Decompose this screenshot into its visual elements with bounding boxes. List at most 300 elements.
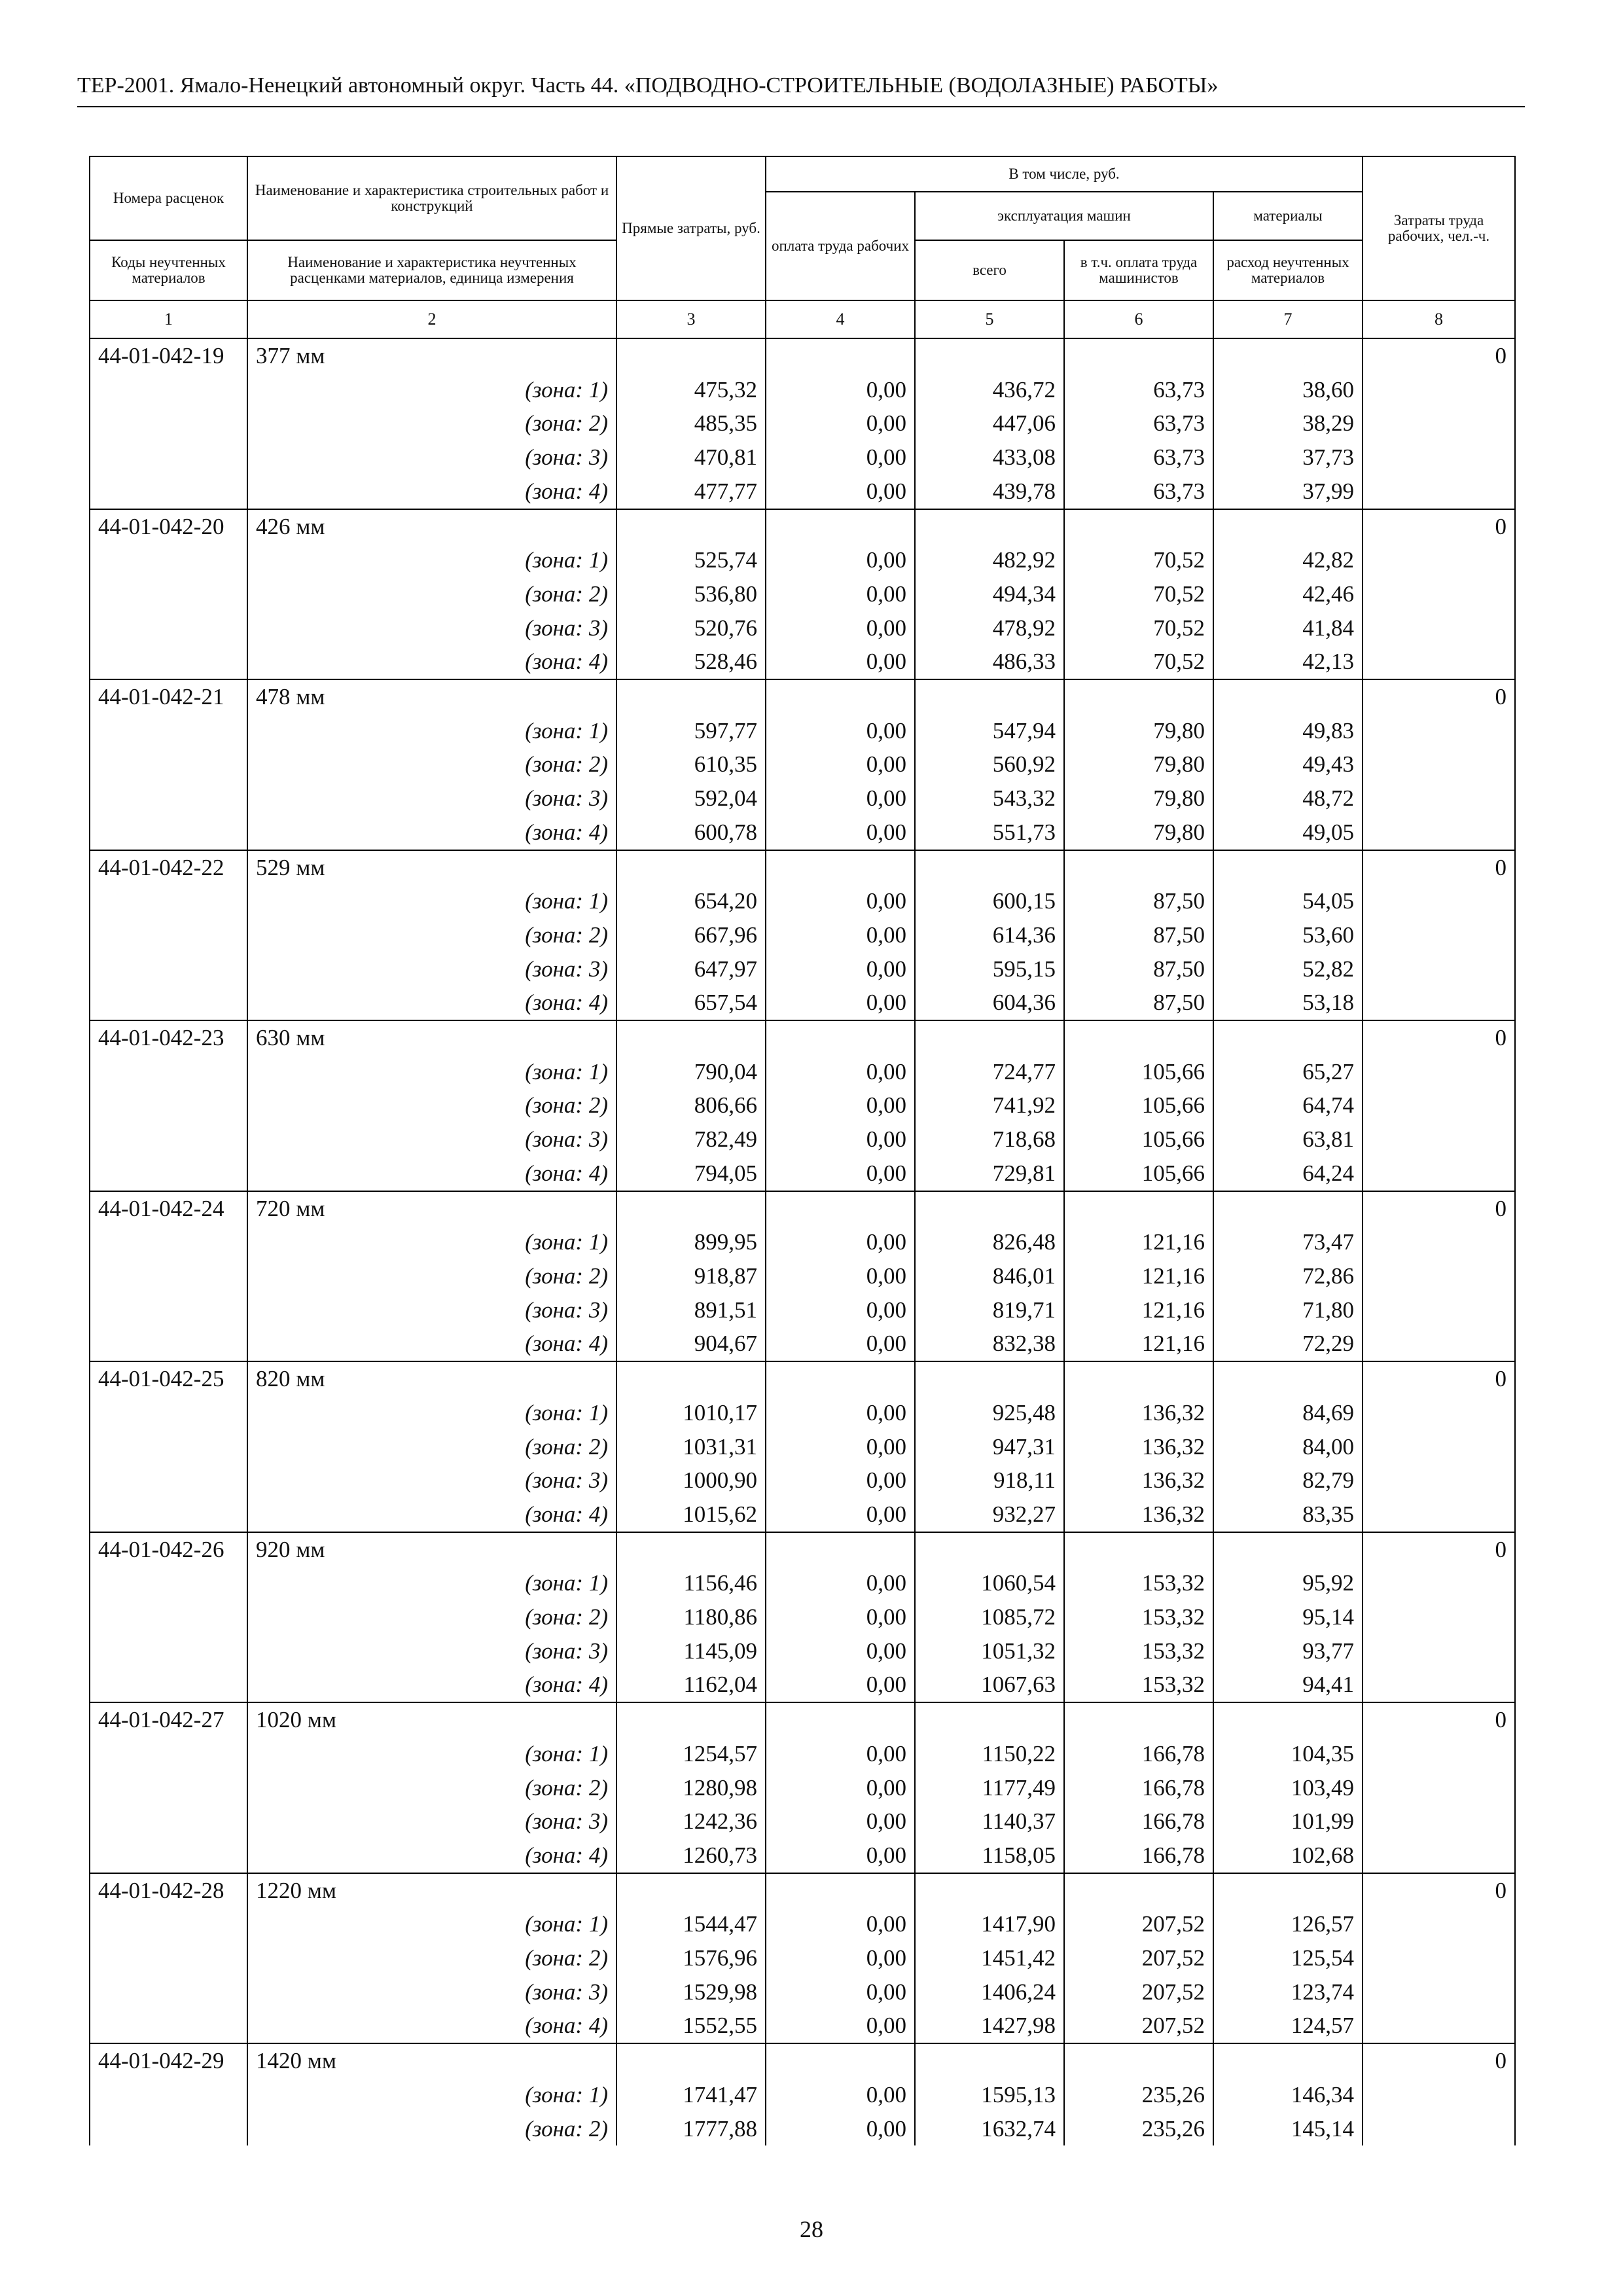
operator-wages: 153,32	[1064, 1634, 1213, 1668]
empty-cell	[90, 1225, 247, 1259]
empty-cell	[1213, 1020, 1363, 1055]
zone-label: (зона: 2)	[247, 1600, 616, 1634]
operator-wages: 79,80	[1064, 781, 1213, 816]
worker-wages: 0,00	[766, 1566, 915, 1600]
zone-label: (зона: 1)	[247, 1566, 616, 1600]
empty-cell	[90, 714, 247, 748]
operator-wages: 70,52	[1064, 543, 1213, 577]
zone-label: (зона: 3)	[247, 1634, 616, 1668]
empty-cell	[90, 645, 247, 679]
direct-costs: 1145,09	[616, 1634, 766, 1668]
empty-cell	[766, 509, 915, 544]
zone-row	[90, 1737, 1515, 1771]
direct-costs: 475,32	[616, 373, 766, 407]
material-costs: 49,05	[1213, 816, 1363, 850]
empty-cell	[915, 1361, 1064, 1396]
worker-wages: 0,00	[766, 645, 915, 679]
operator-wages: 70,52	[1064, 645, 1213, 679]
operator-wages: 79,80	[1064, 747, 1213, 781]
empty-cell	[1064, 1532, 1213, 1567]
zone-row	[90, 986, 1515, 1020]
material-costs: 37,99	[1213, 475, 1363, 509]
empty-cell	[1213, 850, 1363, 885]
zone-row	[90, 884, 1515, 918]
empty-cell	[90, 2112, 247, 2146]
empty-cell	[1363, 2112, 1515, 2146]
pipe-diameter: 426 мм	[247, 509, 616, 544]
material-costs: 49,83	[1213, 714, 1363, 748]
empty-cell	[90, 1668, 247, 1702]
empty-cell	[1363, 1327, 1515, 1361]
empty-cell	[1064, 679, 1213, 714]
column-numbers-row	[90, 300, 1515, 338]
empty-cell	[1363, 781, 1515, 816]
empty-cell	[616, 679, 766, 714]
empty-cell	[1363, 1293, 1515, 1327]
operator-wages: 63,73	[1064, 440, 1213, 475]
empty-cell	[1363, 1396, 1515, 1430]
zone-label: (зона: 1)	[247, 543, 616, 577]
machine-costs: 741,92	[915, 1088, 1064, 1122]
zone-row	[90, 475, 1515, 509]
zone-row	[90, 1600, 1515, 1634]
operator-wages: 207,52	[1064, 1907, 1213, 1941]
empty-cell	[1064, 1020, 1213, 1055]
direct-costs: 1552,55	[616, 2009, 766, 2043]
empty-cell	[915, 1020, 1064, 1055]
worker-wages: 0,00	[766, 1907, 915, 1941]
zone-label: (зона: 4)	[247, 645, 616, 679]
zone-row	[90, 1327, 1515, 1361]
pipe-diameter: 1420 мм	[247, 2043, 616, 2078]
worker-wages: 0,00	[766, 543, 915, 577]
machine-costs: 433,08	[915, 440, 1064, 475]
operator-wages: 63,73	[1064, 373, 1213, 407]
rate-row	[90, 1873, 1515, 1908]
direct-costs: 782,49	[616, 1122, 766, 1157]
empty-cell	[90, 1804, 247, 1839]
zone-label: (зона: 3)	[247, 440, 616, 475]
pipe-diameter: 529 мм	[247, 850, 616, 885]
direct-costs: 597,77	[616, 714, 766, 748]
zone-row	[90, 1463, 1515, 1498]
worker-wages: 0,00	[766, 1668, 915, 1702]
empty-cell	[1064, 1702, 1213, 1737]
labor-cost: 0	[1363, 679, 1515, 714]
empty-cell	[1064, 1361, 1213, 1396]
empty-cell	[1213, 509, 1363, 544]
empty-cell	[90, 952, 247, 986]
empty-cell	[616, 1020, 766, 1055]
machine-costs: 486,33	[915, 645, 1064, 679]
zone-row	[90, 1975, 1515, 2009]
zone-row	[90, 747, 1515, 781]
zone-row	[90, 1498, 1515, 1532]
direct-costs: 891,51	[616, 1293, 766, 1327]
material-costs: 54,05	[1213, 884, 1363, 918]
operator-wages: 235,26	[1064, 2078, 1213, 2112]
empty-cell	[90, 1566, 247, 1600]
column-number: 7	[1213, 300, 1363, 338]
direct-costs: 899,95	[616, 1225, 766, 1259]
zone-row	[90, 816, 1515, 850]
direct-costs: 918,87	[616, 1259, 766, 1293]
empty-cell	[90, 2009, 247, 2043]
empty-cell	[1363, 952, 1515, 986]
zone-label: (зона: 4)	[247, 1668, 616, 1702]
worker-wages: 0,00	[766, 918, 915, 952]
rate-row	[90, 679, 1515, 714]
empty-cell	[616, 509, 766, 544]
operator-wages: 166,78	[1064, 1771, 1213, 1805]
zone-label: (зона: 2)	[247, 406, 616, 440]
worker-wages: 0,00	[766, 1941, 915, 1975]
operator-wages: 63,73	[1064, 475, 1213, 509]
material-costs: 63,81	[1213, 1122, 1363, 1157]
material-costs: 84,00	[1213, 1430, 1363, 1464]
machine-costs: 729,81	[915, 1157, 1064, 1191]
machine-costs: 1632,74	[915, 2112, 1064, 2146]
rate-code: 44-01-042-23	[90, 1020, 247, 1055]
material-costs: 71,80	[1213, 1293, 1363, 1327]
operator-wages: 63,73	[1064, 406, 1213, 440]
material-costs: 64,24	[1213, 1157, 1363, 1191]
empty-cell	[90, 1396, 247, 1430]
zone-label: (зона: 3)	[247, 611, 616, 645]
material-costs: 126,57	[1213, 1907, 1363, 1941]
material-costs: 84,69	[1213, 1396, 1363, 1430]
empty-cell	[90, 781, 247, 816]
operator-wages: 105,66	[1064, 1122, 1213, 1157]
empty-cell	[90, 1634, 247, 1668]
machine-costs: 595,15	[915, 952, 1064, 986]
labor-cost: 0	[1363, 338, 1515, 373]
column-number: 4	[766, 300, 915, 338]
empty-cell	[1363, 373, 1515, 407]
zone-label: (зона: 3)	[247, 781, 616, 816]
direct-costs: 1242,36	[616, 1804, 766, 1839]
zone-label: (зона: 2)	[247, 1259, 616, 1293]
zone-row	[90, 1259, 1515, 1293]
material-costs: 65,27	[1213, 1055, 1363, 1089]
empty-cell	[766, 850, 915, 885]
machine-costs: 547,94	[915, 714, 1064, 748]
zone-label: (зона: 2)	[247, 577, 616, 611]
empty-cell	[90, 1463, 247, 1498]
empty-cell	[90, 543, 247, 577]
machine-costs: 819,71	[915, 1293, 1064, 1327]
empty-cell	[1363, 475, 1515, 509]
empty-cell	[766, 2043, 915, 2078]
worker-wages: 0,00	[766, 1259, 915, 1293]
empty-cell	[616, 1361, 766, 1396]
machine-costs: 947,31	[915, 1430, 1064, 1464]
empty-cell	[1213, 1532, 1363, 1567]
operator-wages: 136,32	[1064, 1396, 1213, 1430]
empty-cell	[915, 1191, 1064, 1226]
empty-cell	[1363, 1771, 1515, 1805]
empty-cell	[90, 1600, 247, 1634]
worker-wages: 0,00	[766, 1157, 915, 1191]
zone-row	[90, 440, 1515, 475]
worker-wages: 0,00	[766, 884, 915, 918]
zone-label: (зона: 2)	[247, 2112, 616, 2146]
empty-cell	[1363, 1463, 1515, 1498]
direct-costs: 904,67	[616, 1327, 766, 1361]
worker-wages: 0,00	[766, 1430, 915, 1464]
worker-wages: 0,00	[766, 714, 915, 748]
header-worker-wages: оплата труда рабочих	[766, 192, 915, 300]
zone-label: (зона: 4)	[247, 1327, 616, 1361]
empty-cell	[616, 338, 766, 373]
material-costs: 37,73	[1213, 440, 1363, 475]
zone-label: (зона: 1)	[247, 714, 616, 748]
worker-wages: 0,00	[766, 1634, 915, 1668]
worker-wages: 0,00	[766, 1396, 915, 1430]
labor-cost: 0	[1363, 1532, 1515, 1567]
zone-row	[90, 1430, 1515, 1464]
zone-label: (зона: 4)	[247, 986, 616, 1020]
zone-label: (зона: 4)	[247, 1839, 616, 1873]
empty-cell	[90, 577, 247, 611]
machine-costs: 447,06	[915, 406, 1064, 440]
worker-wages: 0,00	[766, 1293, 915, 1327]
direct-costs: 485,35	[616, 406, 766, 440]
empty-cell	[90, 1088, 247, 1122]
empty-cell	[1363, 440, 1515, 475]
empty-cell	[90, 1839, 247, 1873]
empty-cell	[1363, 1157, 1515, 1191]
machine-costs: 1085,72	[915, 1600, 1064, 1634]
header-rate-numbers: Номера расценок	[90, 156, 247, 240]
zone-row	[90, 1668, 1515, 1702]
direct-costs: 520,76	[616, 611, 766, 645]
empty-cell	[90, 1498, 247, 1532]
table-header	[90, 156, 1515, 338]
empty-cell	[1363, 1055, 1515, 1089]
material-costs: 41,84	[1213, 611, 1363, 645]
page-number: 28	[800, 2216, 823, 2242]
operator-wages: 105,66	[1064, 1157, 1213, 1191]
zone-row	[90, 1396, 1515, 1430]
machine-costs: 826,48	[915, 1225, 1064, 1259]
operator-wages: 105,66	[1064, 1055, 1213, 1089]
material-costs: 72,29	[1213, 1327, 1363, 1361]
direct-costs: 1260,73	[616, 1839, 766, 1873]
direct-costs: 1777,88	[616, 2112, 766, 2146]
empty-cell	[1363, 816, 1515, 850]
rate-code: 44-01-042-20	[90, 509, 247, 544]
empty-cell	[1363, 1804, 1515, 1839]
rate-row	[90, 338, 1515, 373]
machine-costs: 1158,05	[915, 1839, 1064, 1873]
empty-cell	[616, 1873, 766, 1908]
material-costs: 53,18	[1213, 986, 1363, 1020]
header-machines-total: всего	[915, 240, 1064, 300]
zone-row	[90, 373, 1515, 407]
material-costs: 125,54	[1213, 1941, 1363, 1975]
rates-table	[89, 156, 1516, 2145]
empty-cell	[90, 816, 247, 850]
direct-costs: 654,20	[616, 884, 766, 918]
rate-row	[90, 1020, 1515, 1055]
header-material-codes: Коды неучтенных материалов	[90, 240, 247, 300]
empty-cell	[915, 338, 1064, 373]
machine-costs: 560,92	[915, 747, 1064, 781]
direct-costs: 1010,17	[616, 1396, 766, 1430]
worker-wages: 0,00	[766, 747, 915, 781]
empty-cell	[1363, 2078, 1515, 2112]
worker-wages: 0,00	[766, 1088, 915, 1122]
worker-wages: 0,00	[766, 1737, 915, 1771]
header-material-names: Наименование и характеристика неучтенных расценками материалов, единица измерения	[247, 240, 616, 300]
empty-cell	[1363, 1634, 1515, 1668]
worker-wages: 0,00	[766, 611, 915, 645]
machine-costs: 1177,49	[915, 1771, 1064, 1805]
empty-cell	[1363, 747, 1515, 781]
empty-cell	[1363, 2009, 1515, 2043]
table-body	[90, 338, 1515, 2145]
material-costs: 124,57	[1213, 2009, 1363, 2043]
machine-costs: 1060,54	[915, 1566, 1064, 1600]
operator-wages: 153,32	[1064, 1668, 1213, 1702]
machine-costs: 436,72	[915, 373, 1064, 407]
material-costs: 48,72	[1213, 781, 1363, 816]
zone-label: (зона: 1)	[247, 1907, 616, 1941]
running-title: ТЕР-2001. Ямало-Ненецкий автономный округ. Часть 44. «ПОДВОДНО-СТРОИТЕЛЬНЫЕ (ВОДОЛАЗНЫЕ) РАБОТЫ»	[77, 73, 1219, 98]
operator-wages: 136,32	[1064, 1463, 1213, 1498]
empty-cell	[90, 1430, 247, 1464]
empty-cell	[90, 1975, 247, 2009]
operator-wages: 79,80	[1064, 714, 1213, 748]
material-costs: 53,60	[1213, 918, 1363, 952]
rate-code: 44-01-042-29	[90, 2043, 247, 2078]
operator-wages: 166,78	[1064, 1839, 1213, 1873]
material-costs: 64,74	[1213, 1088, 1363, 1122]
direct-costs: 1254,57	[616, 1737, 766, 1771]
empty-cell	[766, 1873, 915, 1908]
empty-cell	[1064, 509, 1213, 544]
operator-wages: 153,32	[1064, 1566, 1213, 1600]
zone-row	[90, 952, 1515, 986]
machine-costs: 439,78	[915, 475, 1064, 509]
machine-costs: 918,11	[915, 1463, 1064, 1498]
zone-label: (зона: 2)	[247, 1430, 616, 1464]
material-costs: 95,92	[1213, 1566, 1363, 1600]
zone-row	[90, 1634, 1515, 1668]
operator-wages: 207,52	[1064, 1941, 1213, 1975]
machine-costs: 718,68	[915, 1122, 1064, 1157]
empty-cell	[766, 679, 915, 714]
rate-code: 44-01-042-28	[90, 1873, 247, 1908]
zone-label: (зона: 3)	[247, 1293, 616, 1327]
direct-costs: 470,81	[616, 440, 766, 475]
empty-cell	[915, 1702, 1064, 1737]
machine-costs: 846,01	[915, 1259, 1064, 1293]
machine-costs: 478,92	[915, 611, 1064, 645]
zone-row	[90, 645, 1515, 679]
labor-cost: 0	[1363, 1702, 1515, 1737]
direct-costs: 790,04	[616, 1055, 766, 1089]
direct-costs: 528,46	[616, 645, 766, 679]
zone-row	[90, 1055, 1515, 1089]
material-costs: 145,14	[1213, 2112, 1363, 2146]
operator-wages: 121,16	[1064, 1259, 1213, 1293]
worker-wages: 0,00	[766, 1463, 915, 1498]
machine-costs: 614,36	[915, 918, 1064, 952]
direct-costs: 794,05	[616, 1157, 766, 1191]
zone-row	[90, 1225, 1515, 1259]
pipe-diameter: 630 мм	[247, 1020, 616, 1055]
material-costs: 82,79	[1213, 1463, 1363, 1498]
machine-costs: 482,92	[915, 543, 1064, 577]
zone-label: (зона: 4)	[247, 2009, 616, 2043]
direct-costs: 667,96	[616, 918, 766, 952]
machine-costs: 1427,98	[915, 2009, 1064, 2043]
zone-row	[90, 2009, 1515, 2043]
direct-costs: 477,77	[616, 475, 766, 509]
rate-code: 44-01-042-21	[90, 679, 247, 714]
direct-costs: 1162,04	[616, 1668, 766, 1702]
material-costs: 123,74	[1213, 1975, 1363, 2009]
material-costs: 83,35	[1213, 1498, 1363, 1532]
direct-costs: 1031,31	[616, 1430, 766, 1464]
empty-cell	[1064, 1191, 1213, 1226]
zone-label: (зона: 4)	[247, 816, 616, 850]
machine-costs: 1067,63	[915, 1668, 1064, 1702]
empty-cell	[1363, 1941, 1515, 1975]
operator-wages: 105,66	[1064, 1088, 1213, 1122]
material-costs: 52,82	[1213, 952, 1363, 986]
rate-row	[90, 1532, 1515, 1567]
column-number: 2	[247, 300, 616, 338]
pipe-diameter: 920 мм	[247, 1532, 616, 1567]
empty-cell	[1363, 1600, 1515, 1634]
operator-wages: 79,80	[1064, 816, 1213, 850]
zone-label: (зона: 3)	[247, 952, 616, 986]
labor-cost: 0	[1363, 1191, 1515, 1226]
worker-wages: 0,00	[766, 2112, 915, 2146]
empty-cell	[766, 1702, 915, 1737]
empty-cell	[1363, 406, 1515, 440]
material-costs: 73,47	[1213, 1225, 1363, 1259]
empty-cell	[766, 1020, 915, 1055]
empty-cell	[1363, 918, 1515, 952]
labor-cost: 0	[1363, 2043, 1515, 2078]
zone-label: (зона: 3)	[247, 1975, 616, 2009]
material-costs: 95,14	[1213, 1600, 1363, 1634]
machine-costs: 1150,22	[915, 1737, 1064, 1771]
zone-row	[90, 1566, 1515, 1600]
worker-wages: 0,00	[766, 1327, 915, 1361]
header-operator-wages: в т.ч. оплата труда машинистов	[1064, 240, 1213, 300]
zone-label: (зона: 1)	[247, 1225, 616, 1259]
operator-wages: 207,52	[1064, 1975, 1213, 2009]
empty-cell	[1363, 611, 1515, 645]
material-costs: 38,60	[1213, 373, 1363, 407]
worker-wages: 0,00	[766, 816, 915, 850]
zone-label: (зона: 2)	[247, 1771, 616, 1805]
material-costs: 101,99	[1213, 1804, 1363, 1839]
zone-label: (зона: 3)	[247, 1463, 616, 1498]
zone-row	[90, 2112, 1515, 2146]
labor-cost: 0	[1363, 1873, 1515, 1908]
labor-cost: 0	[1363, 1020, 1515, 1055]
empty-cell	[1363, 645, 1515, 679]
zone-row	[90, 2078, 1515, 2112]
worker-wages: 0,00	[766, 986, 915, 1020]
worker-wages: 0,00	[766, 2009, 915, 2043]
